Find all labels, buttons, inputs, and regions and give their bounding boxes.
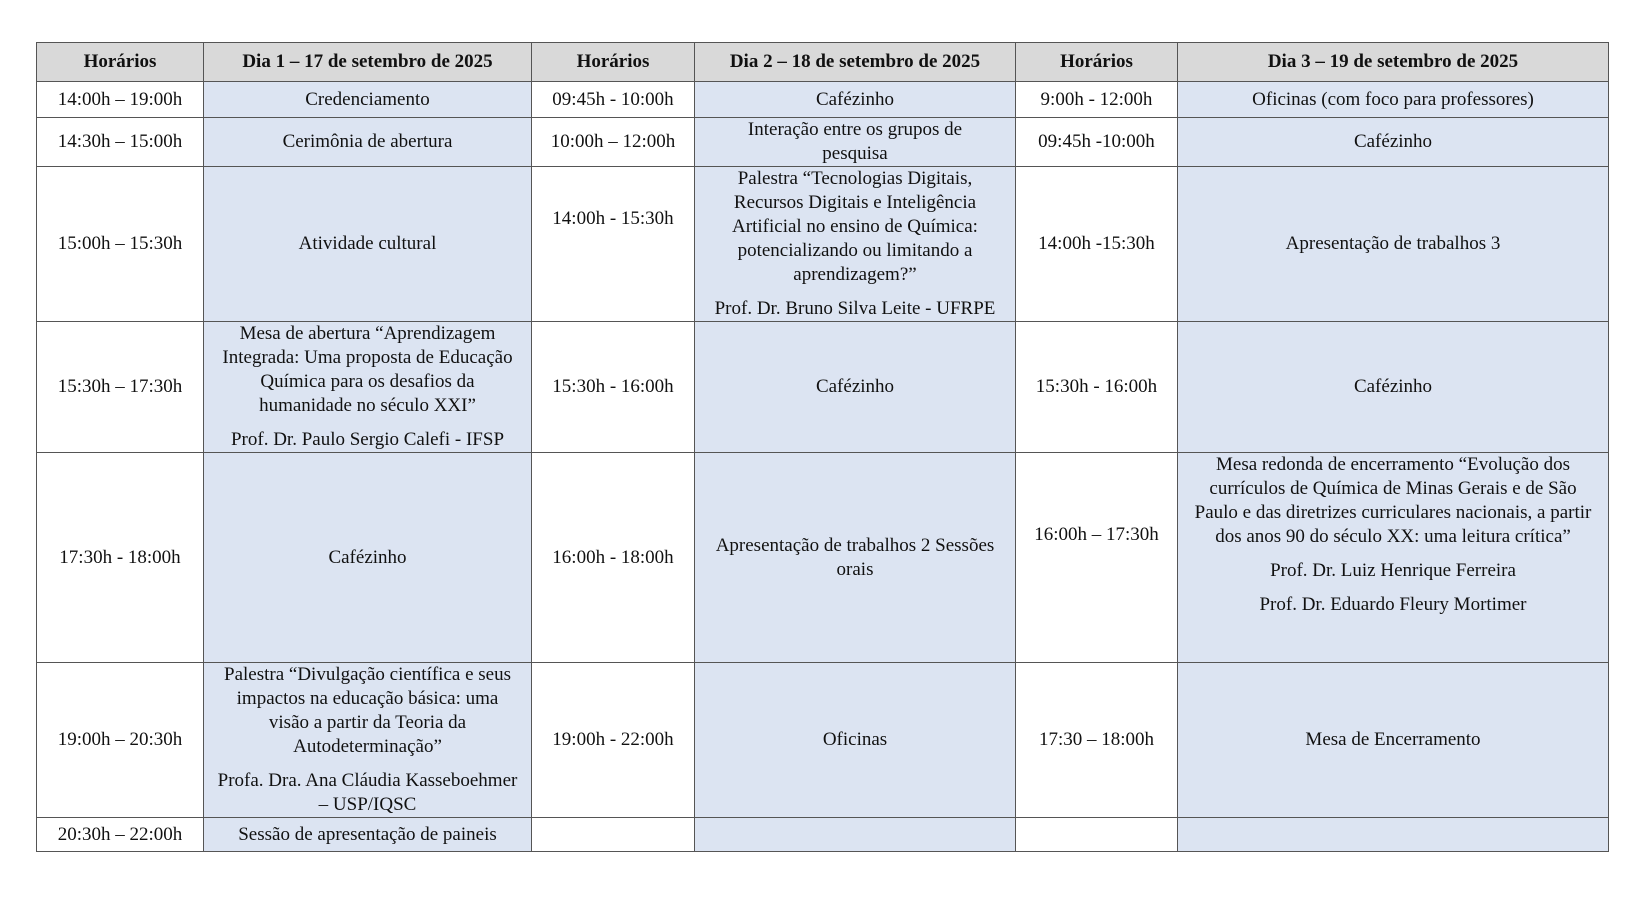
activity-cell: Credenciamento <box>204 82 532 118</box>
table-row <box>37 322 1609 453</box>
time-cell: 15:30h – 17:30h <box>37 322 204 453</box>
activity-cell: Cafézinho <box>1178 118 1609 167</box>
time-cell: 14:00h – 19:00h <box>37 82 204 118</box>
activity-cell: Mesa de Encerramento <box>1178 663 1609 818</box>
time-cell: 14:00h -15:30h <box>1016 167 1178 322</box>
activity-cell <box>695 818 1016 852</box>
talk-title: Mesa redonda de encerramento “Evolução dos currículos de Química de Minas Gerais e de São Paulo e das diretrizes curriculares nacionais, a partir dos anos 90 do século XX: uma leitura crítica” <box>1194 454 1592 547</box>
time-cell: 10:00h – 12:00h <box>532 118 695 167</box>
speaker-name: Profa. Dra. Ana Cláudia Kasseboehmer – USP/IQSC <box>217 770 518 815</box>
speaker-name: Prof. Dr. Bruno Silva Leite - UFRPE <box>714 298 996 319</box>
talk-title: Mesa de abertura “Aprendizagem Integrada: Uma proposta de Educação Química para os desafios da humanidade no século XXI” <box>222 323 513 416</box>
time-cell: 15:30h - 16:00h <box>532 322 695 453</box>
header-time-day2: Horários <box>532 43 695 82</box>
activity-cell: Apresentação de trabalhos 3 <box>1178 167 1609 322</box>
speaker-name: Prof. Dr. Paulo Sergio Calefi - IFSP <box>230 429 505 450</box>
header-time-day1: Horários <box>37 43 204 82</box>
activity-cell: Cafézinho <box>1178 322 1609 453</box>
speaker-name: Prof. Dr. Eduardo Fleury Mortimer <box>1259 594 1527 615</box>
activity-cell: Atividade cultural <box>204 167 532 322</box>
time-cell: 17:30 – 18:00h <box>1016 663 1178 818</box>
talk-title: Palestra “Tecnologias Digitais, Recursos Digitais e Inteligência Artificial no ensino de Química: potencializando ou limitando a aprendizagem?” <box>732 168 978 285</box>
table-row <box>37 118 1609 167</box>
activity-cell <box>1178 453 1609 663</box>
time-cell <box>1016 818 1178 852</box>
activity-cell: Cafézinho <box>695 322 1016 453</box>
time-cell: 14:30h – 15:00h <box>37 118 204 167</box>
activity-cell <box>204 663 532 818</box>
time-cell: 19:00h - 22:00h <box>532 663 695 818</box>
activity-cell <box>695 118 1016 167</box>
activity-cell: Cafézinho <box>204 453 532 663</box>
time-cell: 9:00h - 12:00h <box>1016 82 1178 118</box>
activity-cell: Oficinas (com foco para professores) <box>1178 82 1609 118</box>
time-cell: 16:00h - 18:00h <box>532 453 695 663</box>
time-cell: 20:30h – 22:00h <box>37 818 204 852</box>
header-time-day3: Horários <box>1016 43 1178 82</box>
activity-cell: Cafézinho <box>695 82 1016 118</box>
schedule-table <box>36 42 1609 852</box>
table-row <box>37 82 1609 118</box>
header-day3: Dia 3 – 19 de setembro de 2025 <box>1178 43 1609 82</box>
time-cell: 09:45h - 10:00h <box>532 82 695 118</box>
table-row <box>37 663 1609 818</box>
time-cell <box>532 818 695 852</box>
header-day2: Dia 2 – 18 de setembro de 2025 <box>695 43 1016 82</box>
activity-text: Apresentação de trabalhos 2 Sessões orais <box>715 534 995 580</box>
time-cell: 09:45h -10:00h <box>1016 118 1178 167</box>
table-row <box>37 453 1609 663</box>
activity-cell <box>204 322 532 453</box>
time-cell: 19:00h – 20:30h <box>37 663 204 818</box>
activity-cell: Sessão de apresentação de paineis <box>204 818 532 852</box>
talk-title: Palestra “Divulgação científica e seus impactos na educação básica: uma visão a partir da Teoria da Autodeterminação” <box>224 664 511 757</box>
time-cell: 17:30h - 18:00h <box>37 453 204 663</box>
activity-cell <box>695 453 1016 663</box>
time-cell: 15:30h - 16:00h <box>1016 322 1178 453</box>
time-cell: 15:00h – 15:30h <box>37 167 204 322</box>
activity-cell: Cerimônia de abertura <box>204 118 532 167</box>
activity-cell: Oficinas <box>695 663 1016 818</box>
table-row <box>37 167 1609 322</box>
speaker-name: Prof. Dr. Luiz Henrique Ferreira <box>1270 560 1516 581</box>
activity-text: Interação entre os grupos de pesquisa <box>747 119 963 164</box>
table-row <box>37 818 1609 852</box>
header-row <box>37 43 1609 82</box>
activity-cell <box>695 167 1016 322</box>
header-day1: Dia 1 – 17 de setembro de 2025 <box>204 43 532 82</box>
time-cell: 14:00h - 15:30h <box>532 167 695 322</box>
activity-cell <box>1178 818 1609 852</box>
time-cell: 16:00h – 17:30h <box>1016 453 1178 663</box>
